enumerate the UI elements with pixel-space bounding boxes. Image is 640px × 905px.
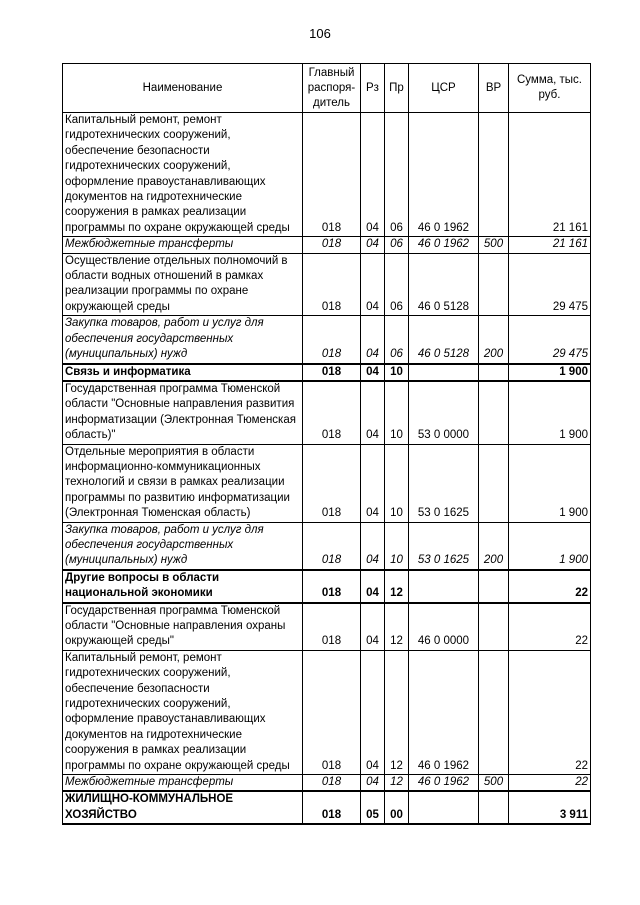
row-main: 018 <box>303 775 361 792</box>
row-main: 018 <box>303 253 361 316</box>
row-main: 018 <box>303 522 361 570</box>
row-name: Государственная программа Тюменской области "Основные направления развития информатизации (Электронная Тюменская область)" <box>63 381 303 444</box>
row-pr: 12 <box>385 650 409 774</box>
row-rz: 04 <box>361 316 385 364</box>
row-csr: 46 0 5128 <box>409 316 479 364</box>
table-row <box>63 316 591 364</box>
row-rz: 04 <box>361 364 385 381</box>
row-vr: 200 <box>479 316 509 364</box>
row-pr: 10 <box>385 444 409 522</box>
row-vr <box>479 570 509 603</box>
row-rz: 04 <box>361 775 385 792</box>
row-name: Осуществление отдельных полномочий в области водных отношений в рамках реализации программы по охране окружающей среды <box>63 253 303 316</box>
table-row <box>63 253 591 316</box>
table-header-row <box>63 64 591 113</box>
row-csr: 46 0 5128 <box>409 253 479 316</box>
row-pr: 00 <box>385 791 409 824</box>
row-vr <box>479 253 509 316</box>
row-sum: 22 <box>509 650 591 774</box>
row-sum: 3 911 <box>509 791 591 824</box>
row-vr <box>479 650 509 774</box>
header-pr: Пр <box>385 64 409 113</box>
row-sum: 1 900 <box>509 381 591 444</box>
row-sum: 22 <box>509 570 591 603</box>
table-row <box>63 791 591 824</box>
row-csr: 53 0 1625 <box>409 444 479 522</box>
row-sum: 29 475 <box>509 253 591 316</box>
row-pr: 12 <box>385 603 409 651</box>
row-sum: 29 475 <box>509 316 591 364</box>
row-vr <box>479 364 509 381</box>
row-csr <box>409 791 479 824</box>
header-sum: Сумма, тыс. руб. <box>509 64 591 113</box>
row-main: 018 <box>303 650 361 774</box>
row-main: 018 <box>303 113 361 237</box>
table-row <box>63 444 591 522</box>
row-rz: 04 <box>361 522 385 570</box>
row-pr: 12 <box>385 570 409 603</box>
row-rz: 04 <box>361 381 385 444</box>
row-name: Другие вопросы в области национальной экономики <box>63 570 303 603</box>
page-number: 106 <box>309 26 331 41</box>
row-vr: 200 <box>479 522 509 570</box>
row-sum: 1 900 <box>509 522 591 570</box>
row-main: 018 <box>303 570 361 603</box>
row-vr: 500 <box>479 775 509 792</box>
row-name: ЖИЛИЩНО-КОММУНАЛЬНОЕ ХОЗЯЙСТВО <box>63 791 303 824</box>
row-csr: 46 0 1962 <box>409 237 479 253</box>
row-pr: 06 <box>385 237 409 253</box>
row-rz: 04 <box>361 444 385 522</box>
row-rz: 04 <box>361 253 385 316</box>
row-main: 018 <box>303 316 361 364</box>
row-pr: 10 <box>385 364 409 381</box>
row-sum: 21 161 <box>509 237 591 253</box>
row-csr: 46 0 0000 <box>409 603 479 651</box>
row-pr: 10 <box>385 381 409 444</box>
row-sum: 22 <box>509 775 591 792</box>
row-pr: 10 <box>385 522 409 570</box>
header-main-manager: Главный распоря-дитель <box>303 64 361 113</box>
row-name: Государственная программа Тюменской области "Основные направления охраны окружающей среды" <box>63 603 303 651</box>
row-main: 018 <box>303 381 361 444</box>
table-row <box>63 650 591 774</box>
row-rz: 04 <box>361 237 385 253</box>
row-vr <box>479 381 509 444</box>
table-row <box>63 522 591 570</box>
row-name: Межбюджетные трансферты <box>63 237 303 253</box>
header-vr: ВР <box>479 64 509 113</box>
row-vr <box>479 444 509 522</box>
row-vr <box>479 603 509 651</box>
row-csr: 46 0 1962 <box>409 775 479 792</box>
header-name: Наименование <box>63 64 303 113</box>
row-main: 018 <box>303 444 361 522</box>
row-name: Закупка товаров, работ и услуг для обеспечения государственных (муниципальных) нужд <box>63 316 303 364</box>
row-csr <box>409 570 479 603</box>
row-csr: 53 0 1625 <box>409 522 479 570</box>
header-csr: ЦСР <box>409 64 479 113</box>
header-rz: Рз <box>361 64 385 113</box>
row-vr <box>479 113 509 237</box>
row-pr: 06 <box>385 253 409 316</box>
row-name: Капитальный ремонт, ремонт гидротехнических сооружений, обеспечение безопасности гидротехнических сооружений, оформление правоустанавливающих документов на гидротехнические сооружения в рамках реализации программы по охране окружающей среды <box>63 113 303 237</box>
row-pr: 06 <box>385 113 409 237</box>
budget-table <box>62 63 591 825</box>
row-vr: 500 <box>479 237 509 253</box>
row-csr: 46 0 1962 <box>409 113 479 237</box>
row-main: 018 <box>303 791 361 824</box>
row-name: Межбюджетные трансферты <box>63 775 303 792</box>
table-row <box>63 570 591 603</box>
table-row <box>63 364 591 381</box>
row-main: 018 <box>303 364 361 381</box>
row-rz: 04 <box>361 113 385 237</box>
row-pr: 12 <box>385 775 409 792</box>
row-csr <box>409 364 479 381</box>
row-sum: 1 900 <box>509 444 591 522</box>
table-row <box>63 237 591 253</box>
row-sum: 22 <box>509 603 591 651</box>
table-row <box>63 113 591 237</box>
row-pr: 06 <box>385 316 409 364</box>
row-vr <box>479 791 509 824</box>
row-sum: 21 161 <box>509 113 591 237</box>
row-rz: 04 <box>361 650 385 774</box>
row-rz: 05 <box>361 791 385 824</box>
row-rz: 04 <box>361 570 385 603</box>
row-main: 018 <box>303 237 361 253</box>
row-sum: 1 900 <box>509 364 591 381</box>
row-rz: 04 <box>361 603 385 651</box>
row-csr: 46 0 1962 <box>409 650 479 774</box>
row-name: Закупка товаров, работ и услуг для обеспечения государственных (муниципальных) нужд <box>63 522 303 570</box>
row-csr: 53 0 0000 <box>409 381 479 444</box>
table-row <box>63 381 591 444</box>
table-row <box>63 775 591 792</box>
row-main: 018 <box>303 603 361 651</box>
row-name: Связь и информатика <box>63 364 303 381</box>
row-name: Отдельные мероприятия в области информационно-коммуникационных технологий и связи в рамках реализации программы по развитию информатизации (Электронная Тюменская область) <box>63 444 303 522</box>
row-name: Капитальный ремонт, ремонт гидротехнических сооружений, обеспечение безопасности гидротехнических сооружений, оформление правоустанавливающих документов на гидротехнические сооружения в рамках реализации программы по охране окружающей среды <box>63 650 303 774</box>
table-row <box>63 603 591 651</box>
